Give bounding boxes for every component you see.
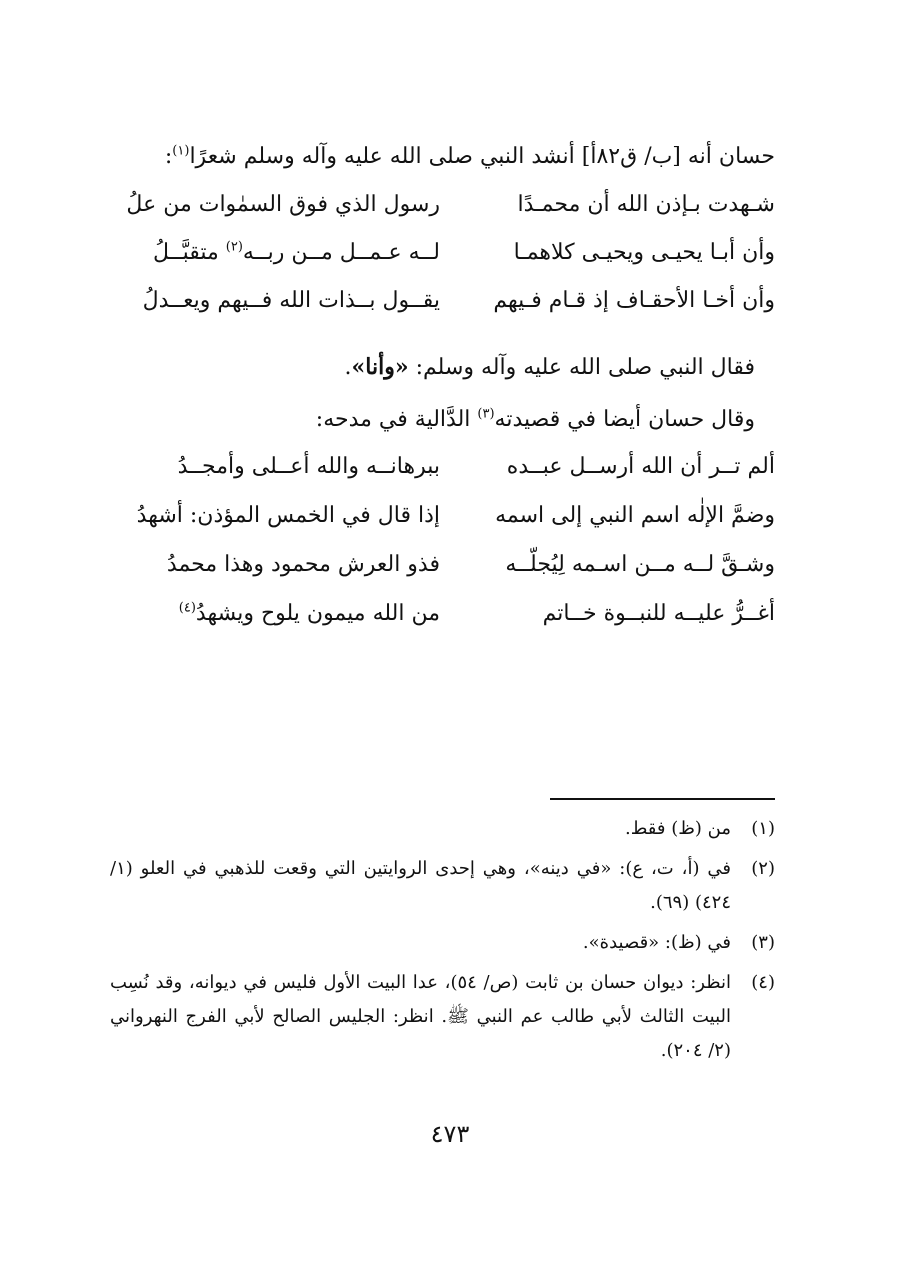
intro-text: حسان أنه [ب/ ق٨٢أ] أنشد النبي صلى الله عليه وآله وسلم شعرًا: [189, 144, 775, 169]
footnote: [110, 812, 775, 846]
footnote-number: (٣): [751, 932, 775, 953]
footnote-text: في (ظ): «قصيدة».: [582, 932, 731, 953]
quoted-word: «وأنا»: [351, 354, 409, 380]
second-hemistich: فذو العرش محمود وهذا محمدُ: [166, 552, 440, 577]
footnote: [110, 926, 775, 960]
footnote-text: انظر: ديوان حسان بن ثابت (ص/ ٥٤)، عدا البيت الأول فليس في ديوانه، وقد نُسِب البيت الثالث لأبي طالب عم النبي ﷺ. انظر: الجليس الصالح لأبي الفرج النهرواني (٢/ ٢٠٤).: [110, 972, 731, 1061]
footnote-number: (٤): [751, 972, 775, 993]
second-hemistich: [110, 238, 440, 268]
footnote-text: في (أ، ت، ع): «في دينه»، وهي إحدى الروايتين التي وقعت للذهبي في العلو (١/ ٤٢٤) (٦٩).: [110, 858, 731, 913]
first-hemistich: أغــرُّ عليــه للنبــوة خــاتم: [542, 601, 775, 626]
prose-text: فقال النبي صلى الله عليه وآله وسلم:: [408, 355, 755, 380]
footnote-number: (٢): [751, 858, 775, 879]
prose-end: الدَّالية في مدحه:: [315, 407, 478, 432]
first-hemistich: وضمَّ الإلٰه اسم النبي إلى اسمه: [495, 503, 775, 528]
first-hemistich: وأن أخـا الأحقـاف إذ قـام فـيهم: [493, 288, 775, 313]
prose-end: .: [344, 355, 352, 380]
verse: [110, 190, 775, 238]
poem-1: [110, 190, 775, 334]
poem-2: [110, 452, 775, 648]
hemistich-text: لــه عـمــل مــن ربــه: [242, 240, 440, 265]
hemistich-end: متقبَّــلُ: [153, 240, 226, 265]
first-hemistich: شـهدت بـإذن الله أن محمـدًا: [517, 192, 775, 217]
second-hemistich: ببرهانــه والله أعــلى وأمجــدُ: [177, 454, 440, 479]
prose-line-2: [110, 405, 755, 435]
footnotes: [110, 812, 775, 1074]
prose-text: وقال حسان أيضا في قصيدته: [494, 407, 755, 432]
first-hemistich: وأن أبـا يحيـى ويحيـى كلاهمـا: [513, 240, 775, 265]
verse: [110, 452, 775, 501]
verse: [110, 238, 775, 286]
first-hemistich: ألم تــر أن الله أرســل عبــده: [506, 454, 775, 479]
verse: [110, 501, 775, 550]
first-hemistich: وشـقَّ لــه مــن اسـمه لِيُجلّــه: [505, 552, 775, 577]
intro-line: [110, 142, 775, 172]
intro-end: :: [164, 144, 173, 169]
footnote-ref-2[interactable]: (٢): [225, 239, 243, 255]
second-hemistich: رسول الذي فوق السمٰوات من علُ: [126, 192, 440, 217]
footnote-ref-4[interactable]: (٤): [178, 600, 196, 616]
footnote-text: من (ظ) فقط.: [625, 818, 731, 839]
prose-line-1: [110, 352, 755, 383]
hemistich-text: من الله ميمون يلوح ويشهدُ: [195, 601, 440, 626]
verse: [110, 286, 775, 334]
verse: [110, 550, 775, 599]
second-hemistich: إذا قال في الخمس المؤذن: أشهدُ: [136, 503, 440, 528]
footnote-separator: [550, 798, 775, 800]
second-hemistich: يقــول بــذات الله فــيهم ويعــدلُ: [142, 288, 440, 313]
verse: [110, 599, 775, 648]
page-number: ٤٧٣: [430, 1120, 470, 1148]
footnote-ref-1[interactable]: (١): [172, 143, 190, 159]
footnote-number: (١): [751, 818, 775, 839]
second-hemistich: [110, 599, 440, 629]
footnote: [110, 852, 775, 920]
footnote: [110, 966, 775, 1068]
footnote-ref-3[interactable]: (٣): [477, 406, 495, 422]
